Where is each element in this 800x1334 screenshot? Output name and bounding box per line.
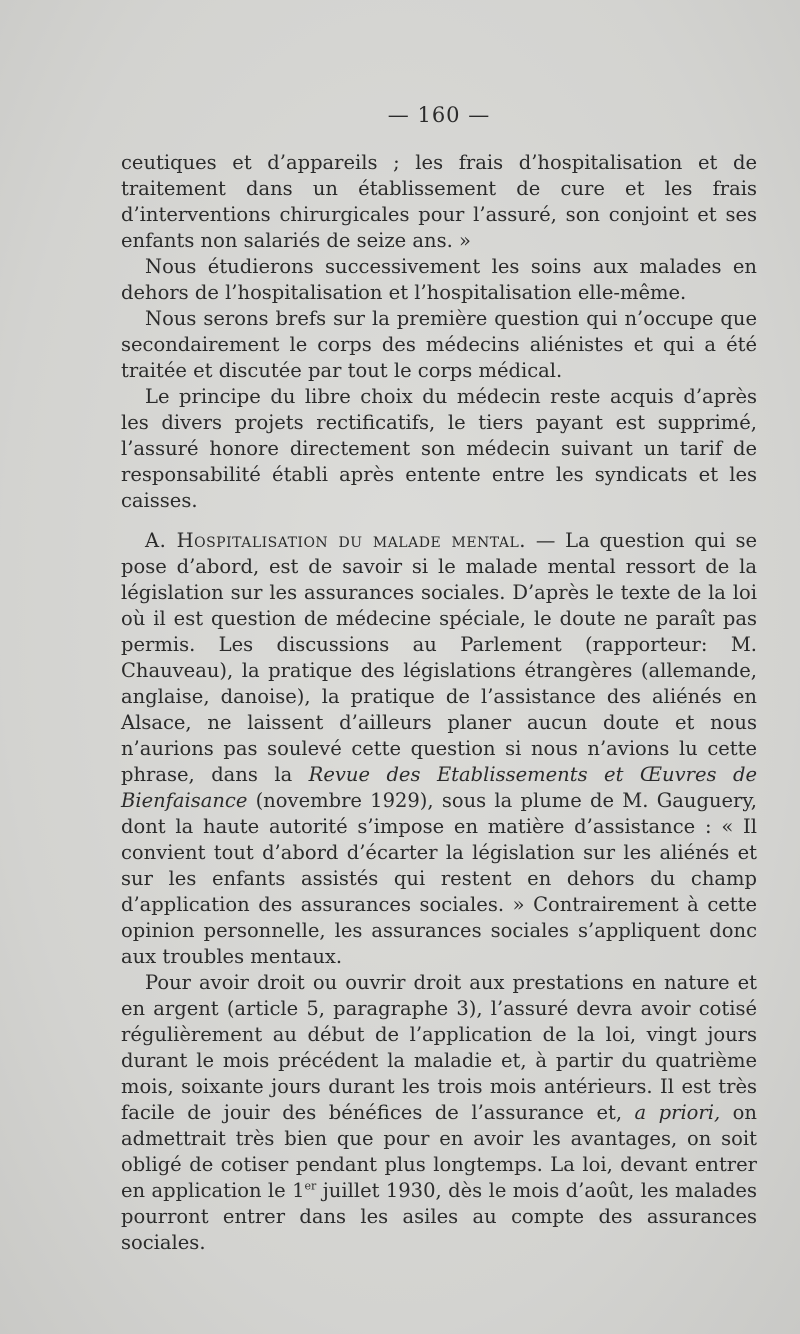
paragraph-prestations <box>121 970 757 1256</box>
page-number: — 160 — <box>387 103 491 127</box>
paragraph-libre-choix: Le principe du libre choix du médecin reste acquis d’après les divers projets rectificatifs, le tiers payant est supprimé, l’assuré honore directement son médecin suivant un tarif de responsabilité établi après entente entre les syndicats et les caisses. <box>121 385 757 512</box>
prestations-text-part1: Pour avoir droit ou ouvrir droit aux prestations en nature et en argent (article 5, paragraphe 3), l’assuré devra avoir cotisé régulièrement au début de l’application de la loi, vingt jours durant le mois précédent la maladie et, à partir du quatrième mois, soixante jours durant les trois mois antérieurs. Il est très facile de jouir des bénéfices de l’assurance et, <box>121 971 757 1124</box>
prestations-text-part2: on admettrait très bien que pour en avoir les avantages, on soit obligé de cotiser pendant plus longtemps. La loi, devant entrer en application le 1 <box>121 1101 757 1202</box>
document-page <box>121 96 757 1256</box>
paragraph-premiere-question: Nous serons brefs sur la première question qui n’occupe que secondairement le corps des médecins aliénistes et qui a été traitée et discutée par tout le corps médical. <box>121 307 757 382</box>
a-priori-phrase: a priori, <box>634 1101 721 1124</box>
section-heading: A. Hospitalisation du malade mental. <box>145 529 526 552</box>
section-hospitalisation <box>121 528 757 970</box>
section-text-part2: (novembre 1929), sous la plume de M. Gauguery, dont la haute autorité s’impose en matière d’assistance : « Il convient tout d’abord d’écarter la législation sur les aliénés et sur les enfants assistés qui restent en dehors du champ d’application des assurances sociales. » Contrairement à cette opinion personnelle, les assurances sociales s’appliquent donc aux troubles mentaux. <box>121 789 757 968</box>
paragraph-continuation: ceutiques et d’appareils ; les frais d’hospitalisation et de traitement dans un établissement de cure et les frais d’interventions chirurgicales pour l’assuré, son conjoint et ses enfants non salariés de seize ans. » <box>121 151 757 252</box>
ordinal-superscript: er <box>304 1179 317 1193</box>
section-text-part1: — La question qui se pose d’abord, est de savoir si le malade mental ressort de la législation sur les assurances sociales. D’après le texte de la loi où il est question de médecine spéciale, le doute ne paraît pas permis. Les discussions au Parlement (rapporteur: M. Chauveau), la pratique des législations étrangères (allemande, anglaise, danoise), la pratique de l’assistance des aliénés en Alsace, ne laissent d’ailleurs planer aucun doute et nous n’aurions pas soulevé cette question si nous n’avions lu cette phrase, dans la <box>121 529 757 786</box>
journal-title: Revue des Etablissements et Œuvres de Bienfaisance <box>121 763 757 812</box>
prestations-text-part3: juillet 1930, dès le mois d’août, les malades pourront entrer dans les asiles au compte des assurances sociales. <box>121 1179 757 1254</box>
paragraph-soins-hospitalisation: Nous étudierons successivement les soins aux malades en dehors de l’hospitalisation et l’hospitalisation elle-même. <box>121 255 757 304</box>
